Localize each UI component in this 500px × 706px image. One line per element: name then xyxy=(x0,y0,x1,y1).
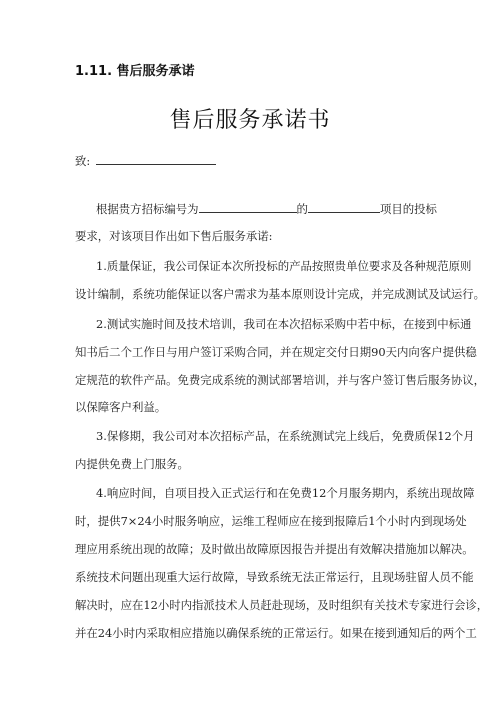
intro-part2: 的 xyxy=(296,202,308,216)
project-name-blank xyxy=(308,200,380,213)
body-line: 3.保修期，我公司对本次招标产品，在系统测试完上线后，免费质保12个月 xyxy=(96,429,475,443)
body-line: 并在24小时内采取相应措施以确保系统的正常运行。如果在接到通知后的两个工 xyxy=(75,626,477,640)
body-line: 时，提供7×24小时服务响应，运维工程师应在接到报障后1个小时内到现场处 xyxy=(75,514,467,528)
body-line: 解决时，应在12小时内指派技术人员赶赴现场，及时组织有关技术专家进行会诊， xyxy=(75,598,489,612)
intro-part1: 根据贵方招标编号为 xyxy=(96,202,199,216)
document-title: 售后服务承诺书 xyxy=(169,108,331,133)
body-line: 4.响应时间，自项目投入正式运行和在免费12个月服务期内，系统出现故障 xyxy=(96,486,475,500)
body-line: 内提供免费上门服务。 xyxy=(75,457,189,471)
intro-part3: 项目的投标 xyxy=(379,202,437,216)
body-line: 理应用系统出现的故障；及时做出故障原因报告并提出有效解决措施加以解决。 xyxy=(75,542,474,556)
body-line: 2.测试实施时间及技术培训，我司在本次招标采购中若中标，在接到中标通 xyxy=(96,317,472,331)
tender-code-blank xyxy=(199,200,297,213)
body-line: 1.质量保证，我公司保证本次所投标的产品按照贵单位要求及各种规范原则 xyxy=(96,259,472,273)
salutation-line xyxy=(75,152,427,169)
body-line: 知书后二个工作日与用户签订采购合同，并在规定交付日期90天内向客户提供稳 xyxy=(75,345,477,359)
body-line: 以保障客户利益。 xyxy=(75,400,167,414)
intro-line-1 xyxy=(96,200,437,217)
intro-line-2: 要求，对该项目作出如下售后服务承诺: xyxy=(75,229,273,243)
section-heading: 1.11. 售后服务承诺 xyxy=(75,64,195,79)
body-line: 系统技术问题出现重大运行故障，导致系统无法正常运行，且现场驻留人员不能 xyxy=(75,570,474,584)
recipient-blank xyxy=(96,152,216,165)
body-line: 设计编制，系统功能保证以客户需求为基本原则设计完成，并完成测试及试运行。 xyxy=(75,287,486,301)
body-line: 定规范的软件产品。免费完成系统的测试部署培训，并与客户签订售后服务协议， xyxy=(75,373,486,387)
to-label: 致: xyxy=(75,154,91,168)
